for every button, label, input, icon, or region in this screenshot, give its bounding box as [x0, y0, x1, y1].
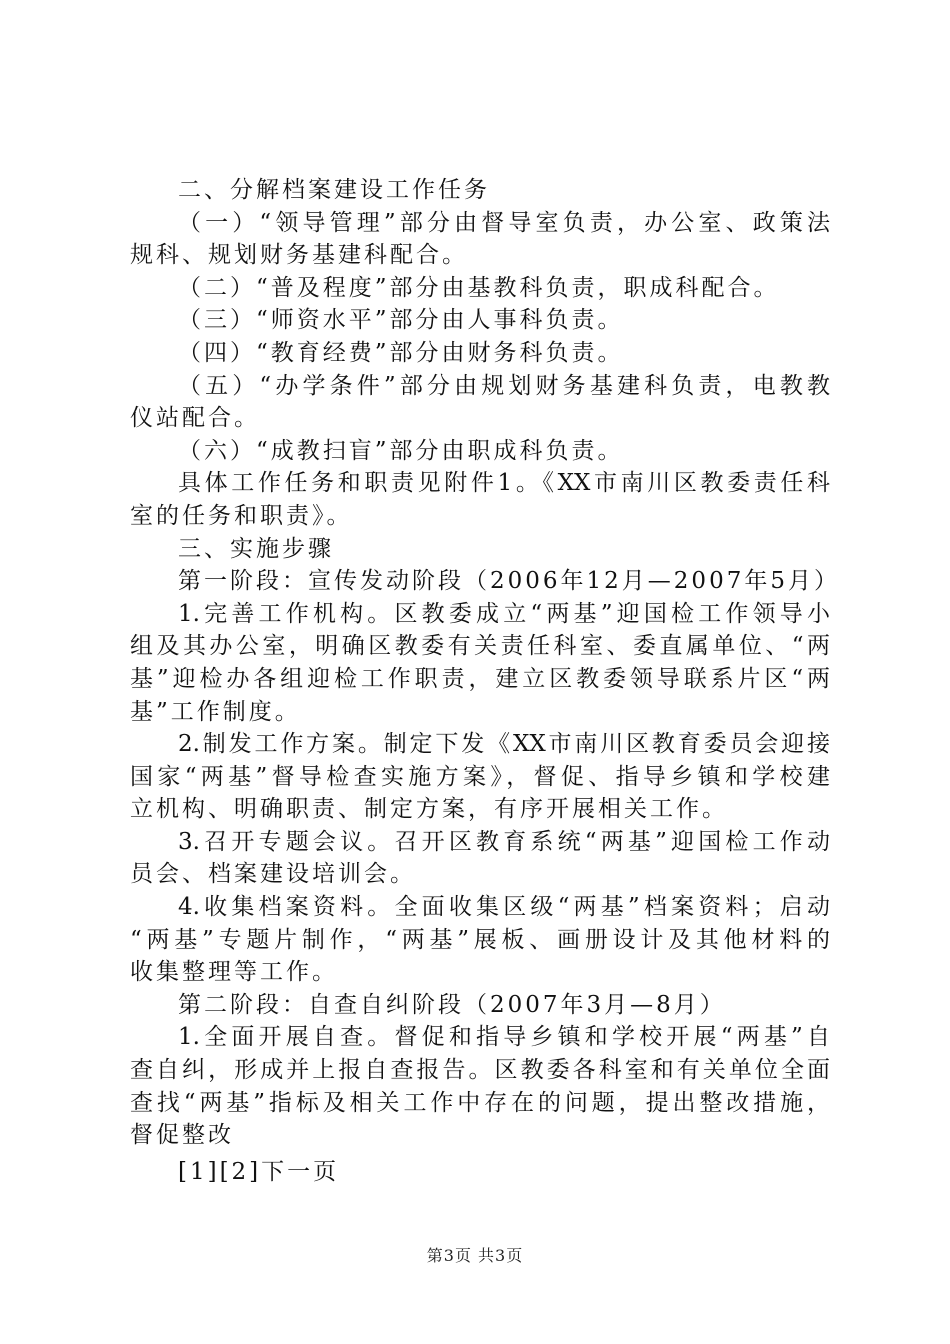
- paragraph-line: 规科、规划财务基建科配合。: [130, 242, 468, 269]
- section-heading: 三、实施步骤: [178, 535, 334, 562]
- document-body: [130, 174, 840, 1188]
- paragraph-line: （二）“普及程度”部分由基教科负责，职成科配合。: [178, 274, 780, 301]
- paragraph-line: （五）“办学条件”部分由规划财务基建科负责，电教教: [178, 372, 830, 399]
- page-footer: 第3页 共3页: [426, 1246, 524, 1265]
- paragraph-line: （一）“领导管理”部分由督导室负责，办公室、政策法: [178, 209, 830, 236]
- section-heading: 二、分解档案建设工作任务: [178, 177, 490, 203]
- paragraph-line: 3.召开专题会议。召开区教育系统“两基”迎国检工作动: [178, 828, 830, 855]
- pagination-links[interactable]: [1][2]下一页: [178, 1158, 340, 1185]
- paragraph-line: （六）“成教扫盲”部分由职成科负责。: [178, 437, 624, 464]
- paragraph-line: 立机构、明确职责、制定方案，有序开展相关工作。: [130, 796, 728, 823]
- paragraph-line: 收集整理等工作。: [130, 959, 338, 986]
- paragraph-line: 督促整改: [130, 1122, 234, 1149]
- paragraph-line: （三）“师资水平”部分由人事科负责。: [178, 307, 624, 334]
- paragraph-line: 仪站配合。: [130, 405, 260, 432]
- stage-heading: 第一阶段：宣传发动阶段（2006年12月—2007年5月）: [178, 568, 840, 595]
- paragraph-line: 1.全面开展自查。督促和指导乡镇和学校开展“两基”自: [178, 1024, 830, 1051]
- paragraph-line: “两基”专题片制作，“两基”展板、画册设计及其他材料的: [130, 926, 830, 953]
- paragraph-line: 国家“两基”督导检查实施方案》，督促、指导乡镇和学校建: [130, 763, 830, 790]
- paragraph-line: 组及其办公室，明确区教委有关责任科室、委直属单位、“两: [130, 633, 830, 660]
- paragraph-line: 查自纠，形成并上报自查报告。区教委各科室和有关单位全面: [130, 1057, 830, 1084]
- paragraph-line: 4.收集档案资料。全面收集区级“两基”档案资料；启动: [178, 894, 830, 921]
- paragraph-line: 1.完善工作机构。区教委成立“两基”迎国检工作领导小: [178, 600, 830, 627]
- paragraph-line: 员会、档案建设培训会。: [130, 861, 416, 888]
- paragraph-line: 具体工作任务和职责见附件1。《XX市南川区教委责任科: [178, 470, 830, 497]
- paragraph-line: 查找“两基”指标及相关工作中存在的问题，提出整改措施，: [130, 1089, 830, 1116]
- paragraph-line: 基”迎检办各组迎检工作职责，建立区教委领导联系片区“两: [130, 665, 830, 692]
- paragraph-line: 室的任务和职责》。: [130, 502, 353, 529]
- paragraph-line: （四）“教育经费”部分由财务科负责。: [178, 339, 624, 366]
- paragraph-line: 2.制发工作方案。制定下发《XX市南川区教育委员会迎接: [178, 731, 830, 758]
- stage-heading: 第二阶段：自查自纠阶段（2007年3月—8月）: [178, 991, 726, 1018]
- paragraph-line: 基”工作制度。: [130, 698, 301, 725]
